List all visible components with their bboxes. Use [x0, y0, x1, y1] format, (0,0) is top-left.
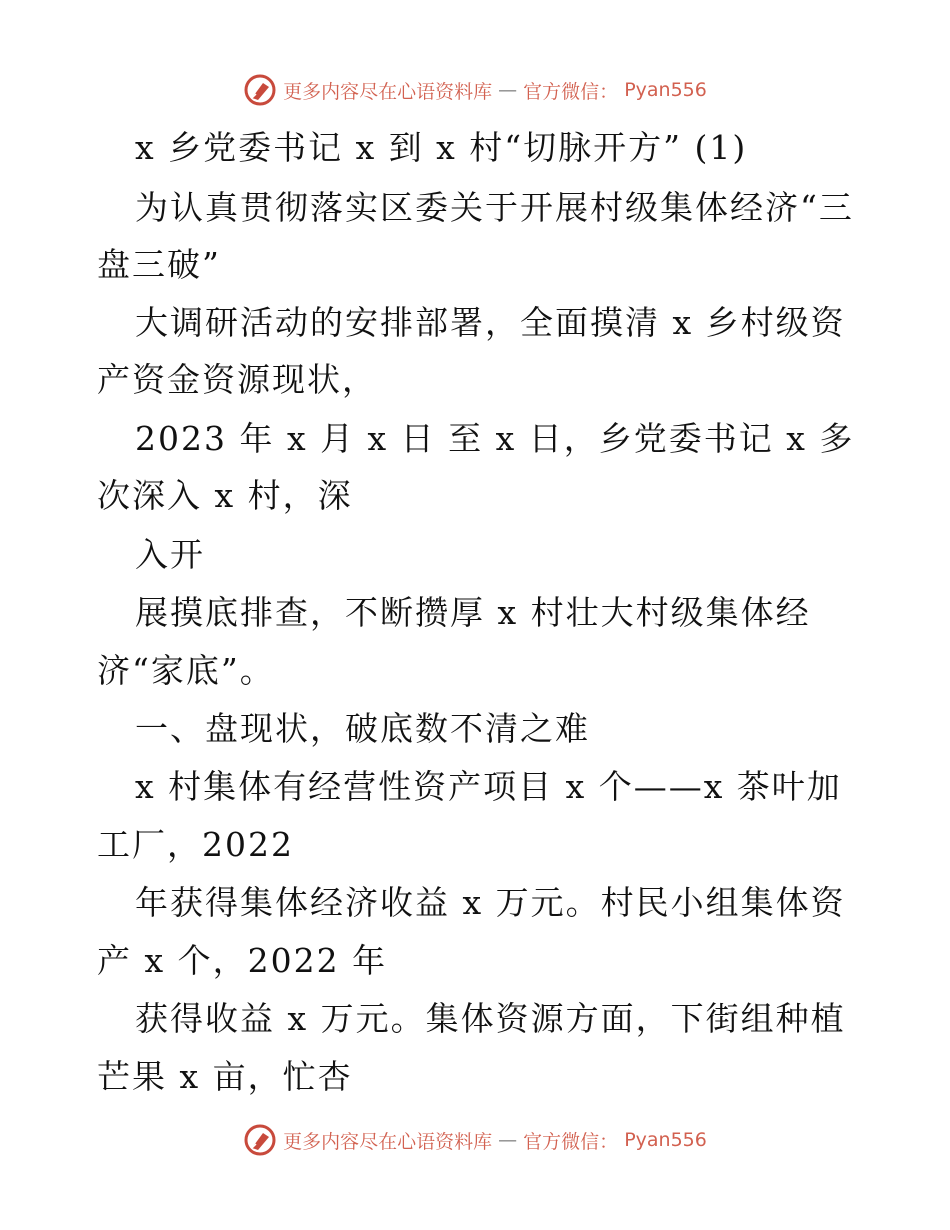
- watermark-official-label: 官方微信：: [523, 1130, 619, 1153]
- paragraph-line: 产资金资源现状，: [97, 360, 377, 399]
- watermark-site-text: 更多内容尽在心语资料库: [283, 1130, 493, 1153]
- paragraph-line: 入开: [135, 535, 205, 574]
- watermark-dash: —: [498, 1129, 518, 1151]
- paragraph-line: 济“家底”。: [97, 651, 275, 690]
- watermark-site-text: 更多内容尽在心语资料库: [283, 80, 493, 103]
- paragraph-line: 盘三破”: [97, 245, 221, 284]
- paragraph-line: 工厂，2022: [97, 825, 294, 864]
- paragraph-line: 展摸底排查，不断攒厚 x 村壮大村级集体经: [135, 593, 811, 632]
- paragraph-line: 为认真贯彻落实区委关于开展村级集体经济“三: [135, 188, 854, 227]
- watermark-official-label: 官方微信：: [523, 80, 619, 103]
- paragraph-line: 2023 年 x 月 x 日 至 x 日，乡党委书记 x 多: [135, 419, 855, 458]
- paragraph-line: 芒果 x 亩，忙杏: [97, 1057, 353, 1096]
- document-title: x 乡党委书记 x 到 x 村“切脉开方” (1): [135, 128, 748, 167]
- section-heading: 一、盘现状，破底数不清之难: [135, 709, 590, 748]
- paragraph-line: 大调研活动的安排部署，全面摸清 x 乡村级资: [135, 303, 846, 342]
- watermark-dash: —: [498, 79, 518, 101]
- paragraph-line: x 村集体有经营性资产项目 x 个——x 茶叶加: [135, 767, 842, 806]
- watermark-account: Pyan556: [624, 79, 707, 101]
- paragraph-line: 产 x 个，2022 年: [97, 941, 388, 980]
- pen-nib-icon: [243, 1123, 277, 1157]
- paragraph-line: 次深入 x 村，深: [97, 476, 353, 515]
- paragraph-line: 年获得集体经济收益 x 万元。村民小组集体资: [135, 883, 846, 922]
- header-watermark: [0, 70, 950, 110]
- footer-watermark: [0, 1120, 950, 1160]
- paragraph-line: 获得收益 x 万元。集体资源方面，下街组种植: [135, 999, 846, 1038]
- watermark-account: Pyan556: [624, 1129, 707, 1151]
- pen-nib-icon: [243, 73, 277, 107]
